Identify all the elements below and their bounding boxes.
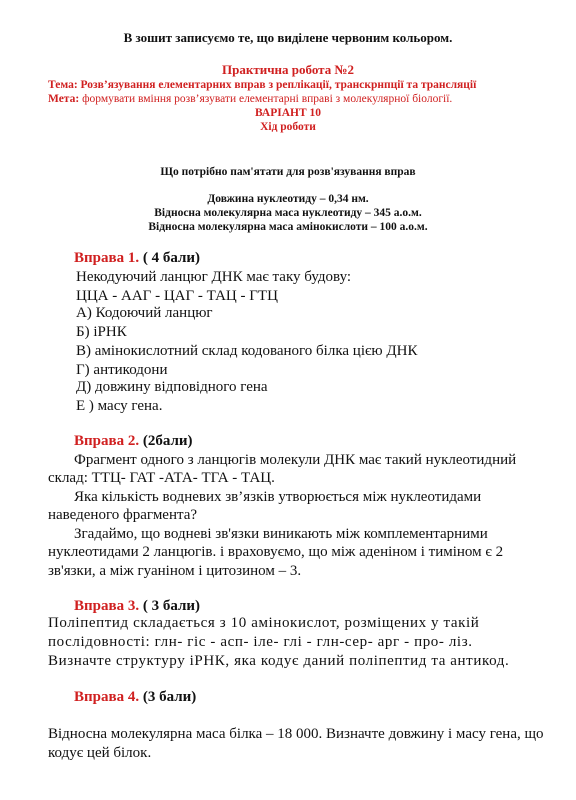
ex3-line-2: послідовності: глн- гіс - асп- іле- глі - глн-сер- арг - про- ліз. [48,634,473,650]
ex1-title: Вправа 1. [74,250,140,266]
variant-label: ВАРІАНТ 10 [254,107,322,119]
ex1-item-e: Д) довжину відповідного гена [76,379,268,395]
ex2-line-3: Яка кількість водневих зв’язків утворюється між нуклеотидами [74,489,482,505]
ex2-points: (2бали) [139,433,193,449]
reminder-title: Що потрібно пам'ятати для розв'язування вправ [160,166,416,178]
page-title: Практична робота №2 [221,62,355,77]
topic-line [48,78,476,92]
ex3-points: ( 3 бали) [139,598,201,614]
ex2-line-1: Фрагмент одного з ланцюгів молекули ДНК має такий нуклеотидний [74,452,517,468]
goal-line [48,92,452,106]
topic-text: Розв’язування елементарних вправ з реплікації, транскрнпції та трансляції [77,79,477,91]
progress-label: Хід роботи [260,121,316,133]
reminder-line-1: Довжина нуклеотиду – 0,34 нм. [207,193,369,205]
ex3-line-3: Визначте структуру іРНК, яка кодує даний поліпептид та антикод. [48,653,510,669]
ex2-line-5: Згадаймо, що водневі зв'язки виникають між комплементарними [74,526,488,542]
ex2-heading [74,432,193,451]
ex1-item-f: Е ) масу гена. [76,398,163,414]
ex3-line-1: Поліпептид складається з 10 амінокислот, розміщених у такій [48,615,480,631]
goal-text: формувати вміння розв’язувати елементарні вправі з молекулярної біології. [79,93,453,105]
ex2-line-2: склад: ТТЦ- ГАТ -АТА- ТГА - ТАЦ. [48,470,275,486]
ex1-item-a: А) Кодоючий ланцюг [76,305,213,321]
ex4-line-2: кодує цей білок. [48,745,152,761]
ex3-heading [74,597,200,616]
instruction-text: В зошит записуємо те, що виділене червоним кольором. [123,30,453,45]
ex1-item-c: В) амінокислотний склад кодованого білка цією ДНК [76,343,418,359]
reminder-line-3: Відносна молекулярна маса амінокислоти – 100 а.о.м. [148,221,428,233]
ex3-title: Вправа 3. [74,598,140,614]
ex4-title: Вправа 4. [74,689,140,705]
ex1-heading [74,249,200,268]
ex4-points: (3 бали) [139,689,197,705]
ex2-title: Вправа 2. [74,433,140,449]
ex1-chain: ЦЦА - ААГ - ЦАГ - ТАЦ - ГТЦ [76,288,278,304]
ex1-item-b: Б) іРНК [76,324,127,340]
goal-label: Мета: [48,93,80,105]
ex4-line-1: Відносна молекулярна маса білка – 18 000. Визначте довжину і масу гена, що [48,726,544,742]
ex1-intro: Некодуючий ланцюг ДНК має таку будову: [76,269,352,285]
ex4-heading [74,688,196,707]
reminder-line-2: Відносна молекулярна маса нуклеотиду – 345 а.о.м. [154,207,422,219]
ex1-item-d: Г) антикодони [76,362,168,378]
ex2-line-4: наведеного фрагмента? [48,507,198,523]
ex2-line-6: нуклеотидами 2 ланцюгів. і враховуємо, що між аденіном і тиміном є 2 [48,544,504,560]
ex1-points: ( 4 бали) [139,250,201,266]
topic-label: Тема: [48,79,78,91]
ex2-line-7: зв'язки, а між гуаніном і цитозином – 3. [48,563,302,579]
